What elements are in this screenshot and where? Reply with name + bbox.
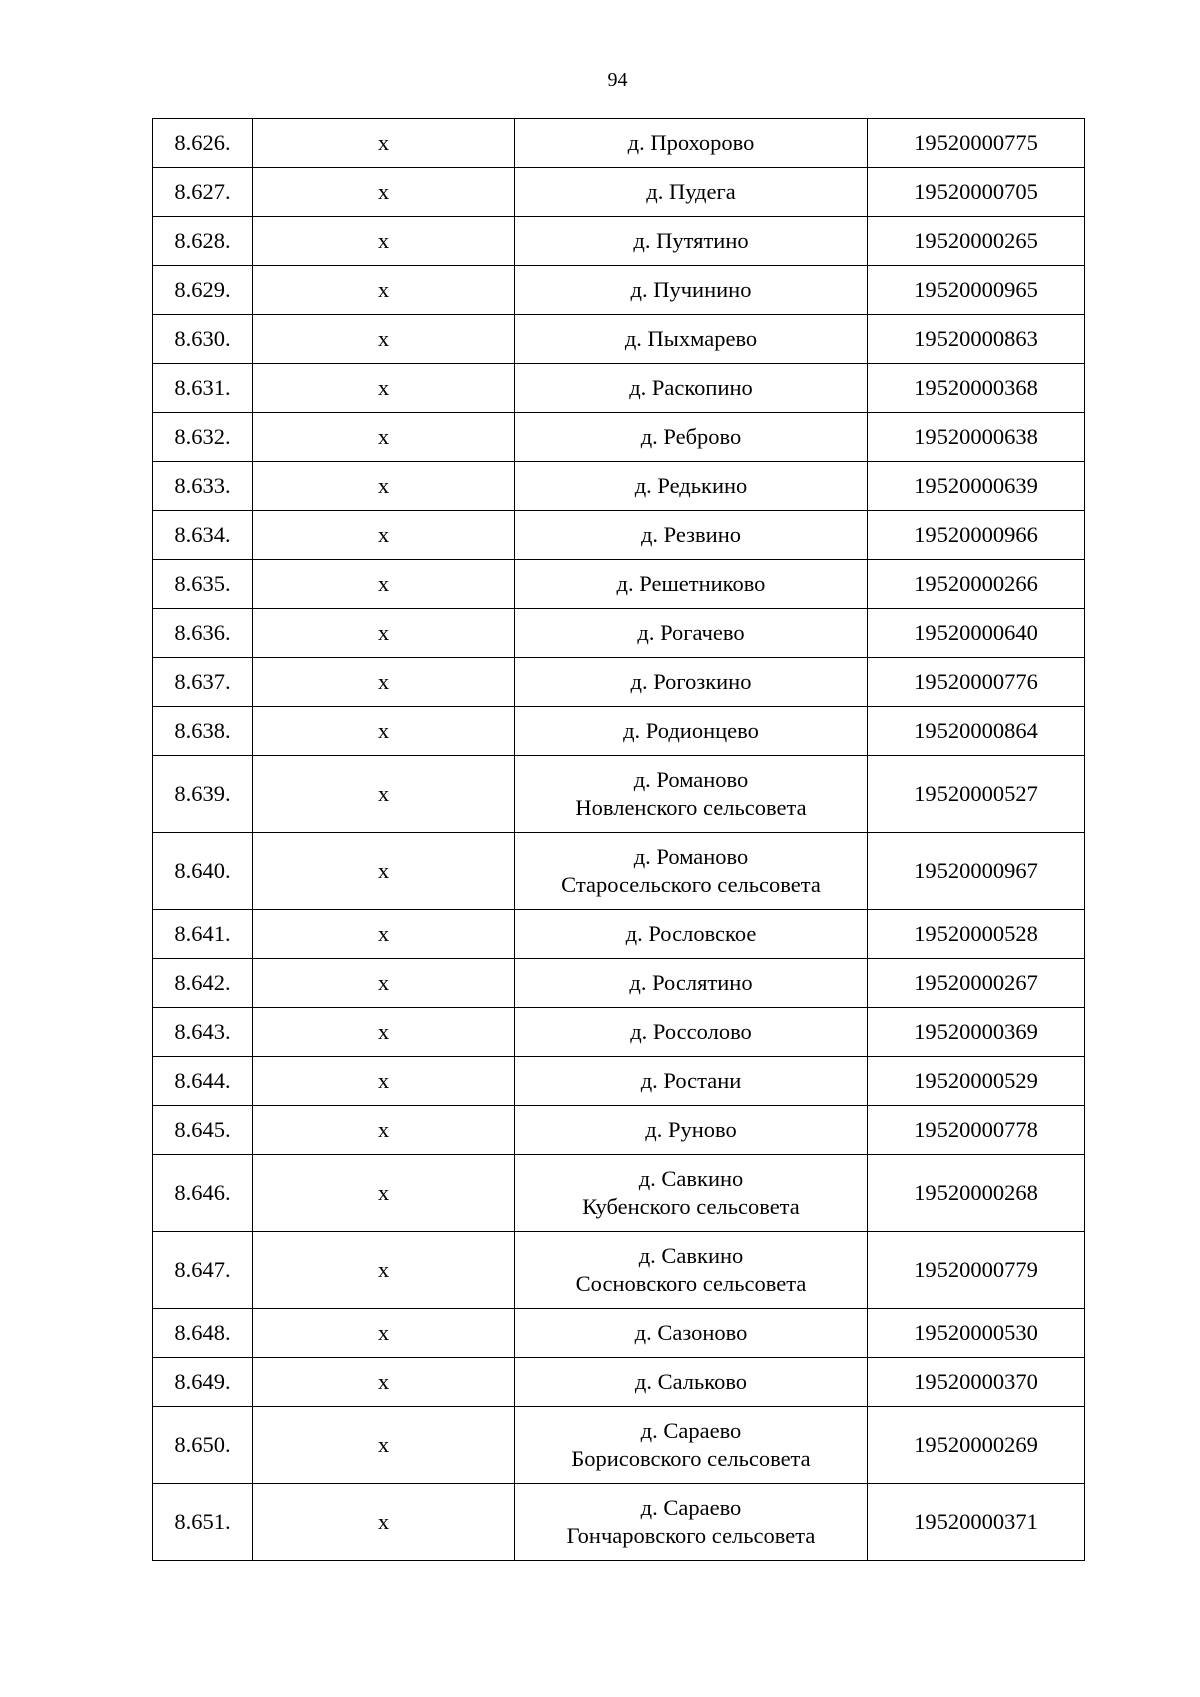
- mark-cell: х: [253, 658, 515, 707]
- table-row: [153, 1232, 1085, 1309]
- table-row: [153, 959, 1085, 1008]
- row-number-cell: 8.632.: [153, 413, 253, 462]
- mark-cell: х: [253, 1106, 515, 1155]
- code-cell: 19520000370: [868, 1358, 1085, 1407]
- settlement-name-cell: [515, 1106, 868, 1155]
- settlement-name-cell: [515, 1358, 868, 1407]
- table-row: [153, 707, 1085, 756]
- mark-cell: х: [253, 1358, 515, 1407]
- row-number-cell: 8.627.: [153, 168, 253, 217]
- table-row: [153, 1057, 1085, 1106]
- code-cell: 19520000265: [868, 217, 1085, 266]
- table-row: [153, 119, 1085, 168]
- mark-cell: х: [253, 833, 515, 910]
- row-number-cell: 8.648.: [153, 1309, 253, 1358]
- row-number-cell: 8.651.: [153, 1484, 253, 1561]
- table-body: [153, 119, 1085, 1561]
- code-cell: 19520000638: [868, 413, 1085, 462]
- mark-cell: х: [253, 462, 515, 511]
- row-number-cell: 8.645.: [153, 1106, 253, 1155]
- settlement-name-line: д. Пыхмарево: [624, 326, 758, 351]
- table-row: [153, 266, 1085, 315]
- settlement-name-line: д. Прохорово: [627, 130, 755, 155]
- mark-cell: х: [253, 511, 515, 560]
- row-number-cell: 8.640.: [153, 833, 253, 910]
- table-row: [153, 1106, 1085, 1155]
- mark-cell: х: [253, 609, 515, 658]
- mark-cell: х: [253, 315, 515, 364]
- settlement-name-cell: [515, 609, 868, 658]
- table-row: [153, 462, 1085, 511]
- mark-cell: х: [253, 910, 515, 959]
- settlement-name-line: д. Романово: [633, 844, 749, 869]
- settlement-name-cell: [515, 119, 868, 168]
- settlement-name-line: д. Ростани: [640, 1068, 742, 1093]
- settlement-name-cell: [515, 511, 868, 560]
- settlement-name-cell: [515, 413, 868, 462]
- settlement-name-cell: [515, 756, 868, 833]
- settlement-name-cell: [515, 266, 868, 315]
- settlement-name-line: д. Путятино: [633, 228, 749, 253]
- row-number-cell: 8.629.: [153, 266, 253, 315]
- settlement-name-line: д. Реброво: [640, 424, 742, 449]
- settlement-name-line: Гончаровского сельсовета: [566, 1523, 816, 1548]
- code-cell: 19520000966: [868, 511, 1085, 560]
- mark-cell: х: [253, 756, 515, 833]
- settlement-name-cell: [515, 707, 868, 756]
- code-cell: 19520000268: [868, 1155, 1085, 1232]
- table-row: [153, 658, 1085, 707]
- settlement-name-line: д. Родионцево: [623, 718, 759, 743]
- settlement-name-cell: [515, 315, 868, 364]
- code-cell: 19520000529: [868, 1057, 1085, 1106]
- mark-cell: х: [253, 1155, 515, 1232]
- settlement-name-line: д. Рогачево: [637, 620, 745, 645]
- mark-cell: х: [253, 1057, 515, 1106]
- mark-cell: х: [253, 1232, 515, 1309]
- table-row: [153, 910, 1085, 959]
- mark-cell: х: [253, 1008, 515, 1057]
- settlement-name-line: д. Рослятино: [629, 970, 753, 995]
- mark-cell: х: [253, 119, 515, 168]
- code-cell: 19520000967: [868, 833, 1085, 910]
- mark-cell: х: [253, 364, 515, 413]
- settlement-name-cell: [515, 364, 868, 413]
- settlement-name-cell: [515, 1484, 868, 1561]
- code-cell: 19520000705: [868, 168, 1085, 217]
- page-number: 94: [607, 69, 628, 91]
- settlement-name-line: д. Россолово: [630, 1019, 752, 1044]
- settlement-name-line: д. Савкино: [638, 1166, 744, 1191]
- mark-cell: х: [253, 413, 515, 462]
- code-cell: 19520000528: [868, 910, 1085, 959]
- row-number-cell: 8.626.: [153, 119, 253, 168]
- table-row: [153, 315, 1085, 364]
- table-row: [153, 168, 1085, 217]
- mark-cell: х: [253, 168, 515, 217]
- settlement-name-cell: [515, 658, 868, 707]
- row-number-cell: 8.650.: [153, 1407, 253, 1484]
- settlement-name-cell: [515, 833, 868, 910]
- mark-cell: х: [253, 707, 515, 756]
- settlement-name-line: д. Руново: [645, 1117, 737, 1142]
- code-cell: 19520000527: [868, 756, 1085, 833]
- table-row: [153, 1155, 1085, 1232]
- row-number-cell: 8.642.: [153, 959, 253, 1008]
- settlement-name-cell: [515, 462, 868, 511]
- settlement-name-cell: [515, 910, 868, 959]
- code-cell: 19520000779: [868, 1232, 1085, 1309]
- row-number-cell: 8.644.: [153, 1057, 253, 1106]
- settlements-table: [152, 118, 1085, 1561]
- row-number-cell: 8.628.: [153, 217, 253, 266]
- settlement-name-cell: [515, 1232, 868, 1309]
- table-row: [153, 1407, 1085, 1484]
- row-number-cell: 8.631.: [153, 364, 253, 413]
- row-number-cell: 8.636.: [153, 609, 253, 658]
- table-row: [153, 217, 1085, 266]
- code-cell: 19520000266: [868, 560, 1085, 609]
- settlement-name-line: д. Сальково: [634, 1369, 748, 1394]
- settlement-name-line: д. Рогозкино: [630, 669, 752, 694]
- mark-cell: х: [253, 1484, 515, 1561]
- settlement-name-line: д. Пудега: [646, 179, 736, 204]
- mark-cell: х: [253, 959, 515, 1008]
- code-cell: 19520000778: [868, 1106, 1085, 1155]
- settlement-name-cell: [515, 1407, 868, 1484]
- table-row: [153, 511, 1085, 560]
- code-cell: 19520000371: [868, 1484, 1085, 1561]
- settlement-name-cell: [515, 1309, 868, 1358]
- settlement-name-line: д. Раскопино: [629, 375, 753, 400]
- settlement-name-line: д. Сараево: [640, 1418, 742, 1443]
- row-number-cell: 8.638.: [153, 707, 253, 756]
- row-number-cell: 8.639.: [153, 756, 253, 833]
- code-cell: 19520000368: [868, 364, 1085, 413]
- row-number-cell: 8.637.: [153, 658, 253, 707]
- table-row: [153, 1484, 1085, 1561]
- code-cell: 19520000639: [868, 462, 1085, 511]
- row-number-cell: 8.646.: [153, 1155, 253, 1232]
- code-cell: 19520000775: [868, 119, 1085, 168]
- settlement-name-cell: [515, 959, 868, 1008]
- table-row: [153, 1309, 1085, 1358]
- code-cell: 19520000369: [868, 1008, 1085, 1057]
- table-row: [153, 756, 1085, 833]
- settlement-name-cell: [515, 217, 868, 266]
- settlement-name-cell: [515, 1008, 868, 1057]
- row-number-cell: 8.635.: [153, 560, 253, 609]
- settlement-name-line: Кубенского сельсовета: [582, 1194, 800, 1219]
- code-cell: 19520000864: [868, 707, 1085, 756]
- settlement-name-line: Борисовского сельсовета: [571, 1446, 811, 1471]
- settlement-name-line: д. Савкино: [638, 1243, 744, 1268]
- code-cell: 19520000267: [868, 959, 1085, 1008]
- table-row: [153, 1358, 1085, 1407]
- settlement-name-line: д. Редькино: [634, 473, 748, 498]
- table-row: [153, 364, 1085, 413]
- table-row: [153, 609, 1085, 658]
- settlement-name-line: д. Романово: [633, 767, 749, 792]
- settlement-name-line: д. Сазоново: [634, 1320, 748, 1345]
- mark-cell: х: [253, 1309, 515, 1358]
- settlement-name-cell: [515, 560, 868, 609]
- row-number-cell: 8.634.: [153, 511, 253, 560]
- code-cell: 19520000269: [868, 1407, 1085, 1484]
- mark-cell: х: [253, 217, 515, 266]
- settlement-name-cell: [515, 1057, 868, 1106]
- row-number-cell: 8.641.: [153, 910, 253, 959]
- settlement-name-line: д. Пучинино: [630, 277, 752, 302]
- settlement-name-line: д. Рословское: [625, 921, 757, 946]
- code-cell: 19520000640: [868, 609, 1085, 658]
- mark-cell: х: [253, 1407, 515, 1484]
- code-cell: 19520000776: [868, 658, 1085, 707]
- table-row: [153, 413, 1085, 462]
- table-row: [153, 560, 1085, 609]
- row-number-cell: 8.630.: [153, 315, 253, 364]
- mark-cell: х: [253, 266, 515, 315]
- row-number-cell: 8.647.: [153, 1232, 253, 1309]
- row-number-cell: 8.643.: [153, 1008, 253, 1057]
- settlement-name-line: Старосельского сельсовета: [561, 872, 821, 897]
- settlement-name-line: д. Резвино: [640, 522, 742, 547]
- settlement-name-line: Сосновского сельсовета: [575, 1271, 807, 1296]
- row-number-cell: 8.649.: [153, 1358, 253, 1407]
- settlement-name-line: Новленского сельсовета: [575, 795, 807, 820]
- settlement-name-line: д. Решетниково: [616, 571, 766, 596]
- settlement-name-cell: [515, 168, 868, 217]
- row-number-cell: 8.633.: [153, 462, 253, 511]
- code-cell: 19520000863: [868, 315, 1085, 364]
- mark-cell: х: [253, 560, 515, 609]
- table-row: [153, 1008, 1085, 1057]
- code-cell: 19520000530: [868, 1309, 1085, 1358]
- settlement-name-line: д. Сараево: [640, 1495, 742, 1520]
- settlement-name-cell: [515, 1155, 868, 1232]
- code-cell: 19520000965: [868, 266, 1085, 315]
- table-row: [153, 833, 1085, 910]
